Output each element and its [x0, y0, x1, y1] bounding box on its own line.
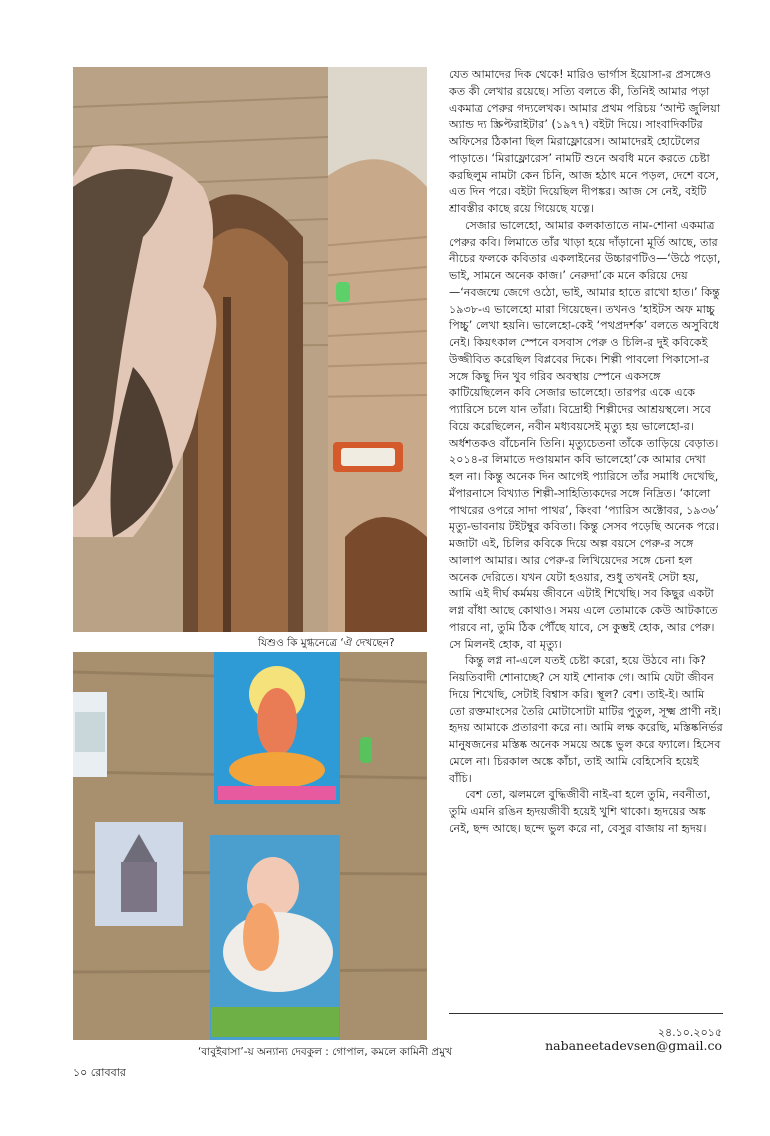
photo-posters-wall — [73, 652, 427, 1040]
photo-statue-wall — [73, 67, 427, 632]
statue-photo-illustration — [73, 67, 427, 632]
posters-photo-illustration — [73, 652, 427, 1040]
article-paragraph-3: কিন্তু লগ্ন না-এলে যতই চেষ্টা করো, হয়ে উঠবে না। কি? নিয়তিবাদী শোনাচ্ছে? সে যাই শোনাক গে। আমি যেটা জীবন দিয়ে শিখেছি, সেটাই বিশ্বাস করি। স্থূল? বেশ। তাই-ই। আমি তো রক্তমাংসের তৈরি মোটাসোটা মাটির পুতুল, সূক্ষ্ম প্রাণী নই। হৃদয় আমাকে প্রতারণা করে না। আমি লক্ষ করেছি, মস্তিষ্কনির্ভর মানুষজনের মস্তিষ্ক অনেক সময়ে অঙ্কে ভুল করে ফ্যালে। হিসেব মেলে না। চিরকাল অঙ্কে কাঁচা, তাই আমি বেহিসেবি হয়েই বাঁচি। — [449, 654, 723, 785]
article-column — [449, 67, 723, 838]
page-folio: ১০ রোববার — [73, 1066, 126, 1079]
article-paragraph-1: যেত আমাদের দিক থেকে! মারিও ভার্গাস ইয়োসা-র প্রসঙ্গেও কত কী লেখার রয়েছে। সত্যি বলতে কী, তিনিই আমার পড়া একমাত্র পেরুর গদ্যলেখক। আমার প্রথম পরিচয় ‘আন্ট জুলিয়া অ্যান্ড দ্য স্ক্রিপ্টরাইটার’ (১৯৭৭) বইটা দিয়ে। সাংবাদিকটির অফিসের ঠিকানা ছিল মিরাফ্লোরেস। আমাদেরই হোটেলের পাড়াতে। ‘মিরাফ্লোরেস’ নামটি শুনে অবধি মনে করতে চেষ্টা করছিলুম নামটা কেন চিনি, আজ হঠাৎ মনে পড়ল, দেশে বসে, এত দিন পরে। বইটা দিয়েছিল দীপঙ্কর। আজ সে নেই, বইটি শ্রাবস্তীর কাছে রয়ে গিয়েছে যত্নে। — [449, 68, 721, 215]
article-paragraph-2: সেজার ভালেহো, আমার কলকাতাতে নাম-শোনা একমাত্র পেরুর কবি। লিমাতে তাঁর খাড়া হয়ে দাঁড়ানো মূর্তি আছে, তার নীচের ফলকে কবিতার একলাইনের উচ্চারণটিও—‘উঠে পড়ো, ভাই, সামনে অনেক কাজ।’ নেরুদা’কে মনে করিয়ে দেয়—‘নবজন্মে জেগে ওঠো, ভাই, আমার হাতে রাখো হাত।’ কিন্তু ১৯৩৮-এ ভালেহো মারা গিয়েছেন। তখনও ‘হাইটস অফ মাচ্চু পিচ্চু’ লেখা হয়নি। ভালেহো-কেই ‘পথপ্রদর্শক’ বলতে অসুবিধে নেই। কিয়ৎকাল স্পেনে বসবাস পেরু ও চিলি-র দুই কবিকেই উজ্জীবিত করেছিল বিপ্লবের দিকে। শিল্পী পাবলো পিকাসো-র সঙ্গে কিছু দিন খুব গরিব অবস্থায় স্পেনে একসঙ্গে কাটিয়েছিলেন কবি সেজার ভালেহো। তারপর একে একে প্যারিসে চলে যান তাঁরা। বিদ্রোহী শিল্পীদের আশ্রয়স্থলে। সবে বিয়ে করেছিলেন, নবীন মধ্যবয়সেই মৃত্যু হয় ভালেহো-র। অর্ধশতকও বাঁচেননি তিনি। মৃত্যুচেতনা তাঁকে তাড়িয়ে বেড়াত। ২০১৪-র লিমাতে দণ্ডায়মান কবি ভালেহো’কে আমার দেখা হল না। কিন্তু অনেক দিন আগেই প্যারিসে তাঁর সমাধি দেখেছি, মঁপারনাসে বিখ্যাত শিল্পী-সাহিত্যিকদের সঙ্গে নিদ্রিত। ‘কালো পাথরের ওপরে সাদা পাথর’, কিংবা ‘প্যারিস অক্টোবর, ১৯৩৬’ মৃত্যু-ভাবনায় টইটম্বুর কবিতা। কিন্তু সেসব পড়েছি অনেক পরে। মজাটা এই, চিলির কবিকে দিয়ে অল্প বয়সে পেরু-র সঙ্গে আলাপ আমার। আর পেরু-র লিখিয়েদের সঙ্গে চেনা হল অনেক দেরিতে। যখন যেটা হওয়ার, শুধু তখনই সেটা হয়, আমি এই দীর্ঘ কর্মময় জীবনে এটাই শিখেছি। সব কিছুর একটা লগ্ন বাঁধা আছে কোথাও। সময় এলে তোমাকে কেউ আটকাতে পারবে না, তুমি ঠিক পৌঁছে যাবে, সে কুম্ভই হোক, আর পেরু। সে মিলনই হোক, বা মৃত্যু। — [449, 218, 721, 651]
signature-rule — [449, 1013, 723, 1014]
photo-caption-top: যিশুও কি মুগ্ধনেত্রে ‘ঐ দেখছেন? — [258, 637, 395, 649]
article-date: ২৪.১০.২০১৫ — [657, 1026, 722, 1039]
photo-caption-bottom: ‘বাবুইবাসা’-য় অন্যান্য দেবকুল : গোপাল, কমলে কামিনী প্রমুখ — [198, 1046, 452, 1058]
author-email: nabaneetadevsen@gmail.co — [545, 1038, 722, 1053]
article-paragraph-4: বেশ তো, ঝলমলে বুদ্ধিজীবী নাই-বা হলে তুমি, নবনীতা, তুমি এমনি রঙিন হৃদয়জীবী হয়েই খুশি থাকো। হৃদয়ের অঙ্ক নেই, ছন্দ আছে। ছন্দে ভুল করে না, বেসুর বাজায় না হৃদয়। — [449, 788, 711, 835]
